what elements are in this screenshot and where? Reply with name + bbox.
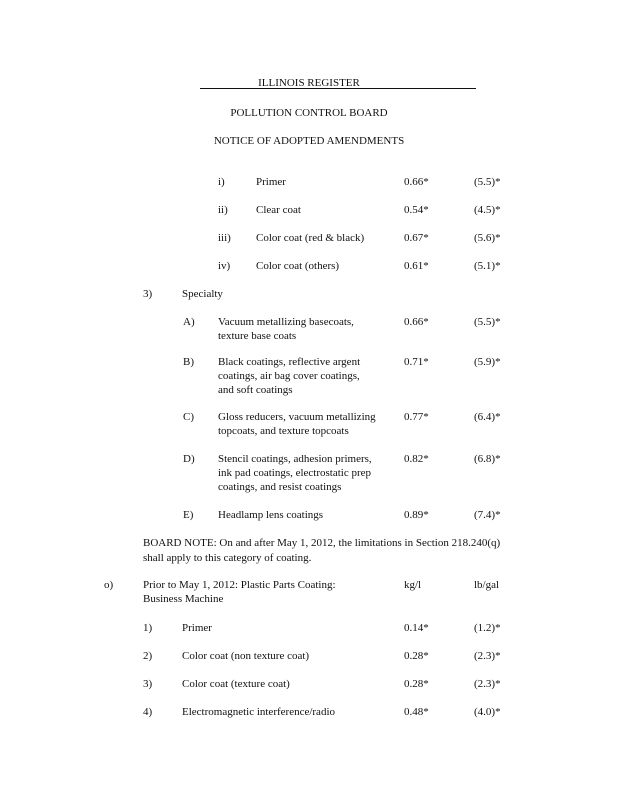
value-kg: 0.66* — [404, 316, 429, 328]
specialty-item-num: E) — [183, 509, 194, 521]
item-label: Color coat (others) — [256, 260, 340, 272]
unit-lb-header: lb/gal — [474, 579, 500, 591]
section-o-title-line-1: Prior to May 1, 2012: Plastic Parts Coating: — [143, 579, 336, 591]
value-lb: (7.4)* — [474, 509, 501, 521]
specialty-item-line: topcoats, and texture topcoats — [218, 425, 349, 437]
value-kg: 0.77* — [404, 411, 429, 423]
specialty-item-line: texture base coats — [218, 330, 297, 342]
value-lb: (1.2)* — [474, 622, 501, 634]
specialty-item-num: B) — [183, 356, 194, 368]
specialty-item-line: ink pad coatings, electrostatic prep — [218, 467, 372, 479]
value-lb: (6.8)* — [474, 453, 501, 465]
item-label: Primer — [256, 176, 286, 188]
value-lb: (4.5)* — [474, 204, 501, 216]
item-label: Clear coat — [256, 204, 301, 216]
specialty-label: Specialty — [182, 288, 223, 300]
value-kg: 0.14* — [404, 622, 429, 634]
value-lb: (2.3)* — [474, 650, 501, 662]
notice-title: NOTICE OF ADOPTED AMENDMENTS — [213, 135, 405, 147]
section-o-num: o) — [104, 579, 114, 591]
item-label: Color coat (texture coat) — [182, 678, 290, 690]
item-num: 1) — [143, 622, 153, 634]
item-num: iv) — [218, 260, 231, 272]
section-o-title-line-2: Business Machine — [143, 593, 224, 605]
value-kg: 0.89* — [404, 509, 429, 521]
value-lb: (5.5)* — [474, 176, 501, 188]
specialty-item-line: and soft coatings — [218, 384, 293, 396]
value-kg: 0.66* — [404, 176, 429, 188]
specialty-item-num: C) — [183, 411, 194, 423]
value-lb: (2.3)* — [474, 678, 501, 690]
register-title: ILLINOIS REGISTER — [258, 77, 360, 89]
specialty-item-num: D) — [183, 453, 195, 465]
board-note-line-2: shall apply to this category of coating. — [143, 552, 312, 564]
value-kg: 0.48* — [404, 706, 429, 718]
value-lb: (5.9)* — [474, 356, 501, 368]
specialty-item-num: A) — [183, 316, 195, 328]
specialty-item-line: coatings, air bag cover coatings, — [218, 370, 360, 382]
value-kg: 0.71* — [404, 356, 429, 368]
item-label: Color coat (non texture coat) — [182, 650, 310, 662]
item-num: ii) — [218, 204, 228, 216]
value-lb: (5.5)* — [474, 316, 501, 328]
specialty-item-line: Stencil coatings, adhesion primers, — [218, 453, 372, 465]
item-num: 3) — [143, 678, 153, 690]
item-label: Electromagnetic interference/radio — [182, 706, 335, 718]
specialty-item-line: Headlamp lens coatings — [218, 509, 324, 521]
specialty-item-line: coatings, and resist coatings — [218, 481, 342, 493]
board-title: POLLUTION CONTROL BOARD — [230, 107, 388, 119]
value-kg: 0.61* — [404, 260, 429, 272]
item-label: Primer — [182, 622, 212, 634]
value-kg: 0.82* — [404, 453, 429, 465]
item-num: iii) — [218, 232, 231, 244]
value-kg: 0.54* — [404, 204, 429, 216]
value-lb: (5.1)* — [474, 260, 501, 272]
board-note-line-1: BOARD NOTE: On and after May 1, 2012, the limitations in Section 218.240(q) — [143, 537, 501, 549]
value-lb: (6.4)* — [474, 411, 501, 423]
value-lb: (5.6)* — [474, 232, 501, 244]
specialty-item-line: Vacuum metallizing basecoats, — [218, 316, 354, 328]
value-kg: 0.28* — [404, 650, 429, 662]
item-label: Color coat (red & black) — [256, 232, 365, 244]
specialty-item-line: Gloss reducers, vacuum metallizing — [218, 411, 376, 423]
specialty-item-line: Black coatings, reflective argent — [218, 356, 361, 368]
value-kg: 0.28* — [404, 678, 429, 690]
item-num: i) — [218, 176, 225, 188]
item-num: 2) — [143, 650, 153, 662]
item-num: 4) — [143, 706, 153, 718]
specialty-num: 3) — [143, 288, 153, 300]
unit-kg-header: kg/l — [404, 579, 422, 591]
value-kg: 0.67* — [404, 232, 429, 244]
value-lb: (4.0)* — [474, 706, 501, 718]
